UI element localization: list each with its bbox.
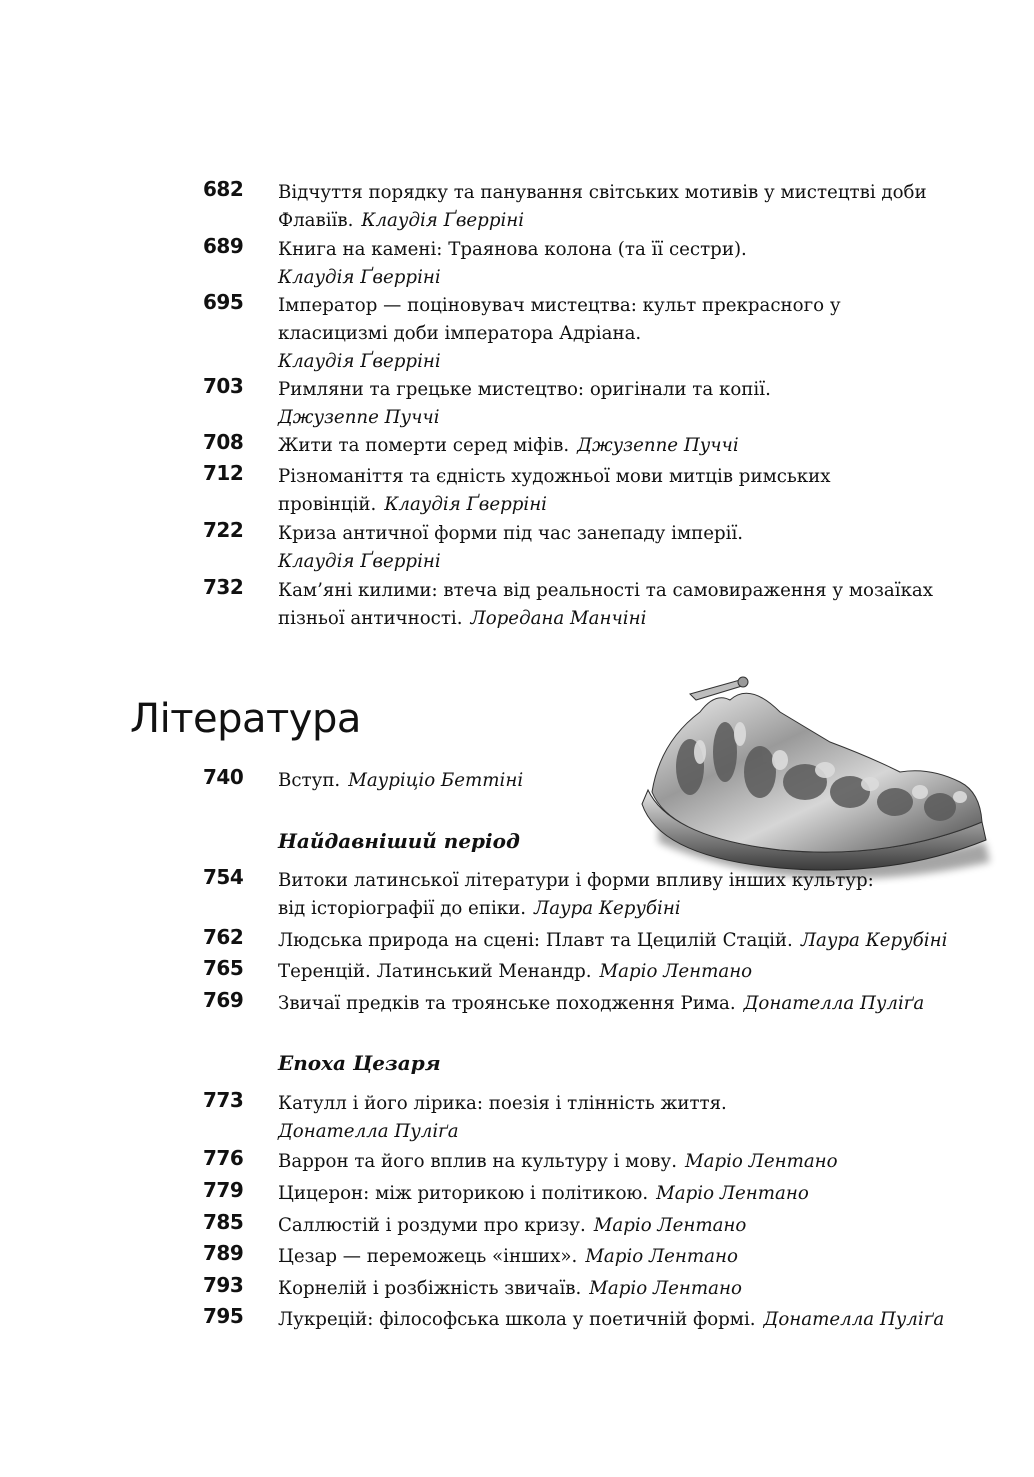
entry-author: Клаудія Ґверріні: [361, 210, 525, 231]
page-number: 789: [203, 1241, 244, 1265]
page-number: 793: [203, 1273, 244, 1297]
page-number: 785: [203, 1210, 244, 1234]
entry-title-line: Витоки латинської літератури і форми впливу інших культур:: [278, 870, 874, 891]
entry-title-line: Катулл і його лірика: поезія і тлінність життя.: [278, 1093, 727, 1114]
entry-text: [278, 767, 958, 795]
entry-title-line: Теренцій. Латинський Менандр.: [278, 961, 592, 982]
entry-title-line: Римляни та грецьке мистецтво: оригінали та копії.: [278, 379, 771, 400]
entry-text: [278, 432, 958, 460]
entry-author: Маріо Лентано: [585, 1246, 738, 1267]
entry-author: Джузеппе Пуччі: [577, 435, 739, 456]
page-number: 740: [203, 765, 244, 789]
entry-author: Маріо Лентано: [589, 1278, 742, 1299]
entry-author: Донателла Пуліґа: [763, 1309, 945, 1330]
page-number: 695: [203, 290, 244, 314]
page-number: 732: [203, 575, 244, 599]
entry-title-line: Цицерон: між риторикою і політикою.: [278, 1183, 649, 1204]
entry-title-line: Корнелій і розбіжність звичаїв.: [278, 1278, 582, 1299]
entry-text: [278, 990, 958, 1018]
entry-text: [278, 463, 958, 519]
entry-text: [278, 577, 958, 633]
entry-author: Клаудія Ґверріні: [278, 267, 441, 288]
entry-title-line: Книга на камені: Траянова колона (та її сестри).: [278, 239, 747, 260]
entry-title-line: провінцій.: [278, 494, 377, 515]
page-number: 779: [203, 1178, 244, 1202]
entry-text: [278, 927, 958, 955]
entry-author: Донателла Пуліґа: [743, 993, 925, 1014]
page-number: 712: [203, 461, 244, 485]
subsection-heading-earliest: Найдавніший період: [278, 829, 520, 853]
entry-title-line: Відчуття порядку та панування світських мотивів у мистецтві доби: [278, 182, 927, 203]
entry-author: Джузеппе Пуччі: [278, 407, 440, 428]
entry-text: [278, 1090, 958, 1146]
entry-title-line: Імператор — поціновувач мистецтва: культ прекрасного у: [278, 295, 841, 316]
page-number: 765: [203, 956, 244, 980]
entry-author: Донателла Пуліґа: [278, 1121, 459, 1142]
page-number: 708: [203, 430, 244, 454]
page-number: 703: [203, 374, 244, 398]
entry-title-line: Вступ.: [278, 770, 341, 791]
entry-text: [278, 1306, 958, 1334]
entry-author: Клаудія Ґверріні: [384, 494, 547, 515]
entry-title-line: Жити та померти серед міфів.: [278, 435, 570, 456]
entry-author: Клаудія Ґверріні: [278, 351, 441, 372]
entry-author: Мауріціо Беттіні: [348, 770, 524, 791]
entry-title-line: Флавіїв.: [278, 210, 354, 231]
page-number: 682: [203, 177, 244, 201]
subsection-heading-caesar: Епоха Цезаря: [278, 1051, 441, 1075]
entry-author: Лаура Керубіні: [800, 930, 948, 951]
entry-title-line: Лукрецій: філософська школа у поетичній формі.: [278, 1309, 756, 1330]
entry-title-line: Різноманіття та єдність художньої мови митців римських: [278, 466, 831, 487]
entry-text: [278, 1180, 958, 1208]
page-number: 754: [203, 865, 244, 889]
entry-author: Маріо Лентано: [685, 1151, 838, 1172]
entry-text: [278, 376, 958, 432]
entry-text: [278, 1212, 958, 1240]
entry-author: Маріо Лентано: [599, 961, 753, 982]
entry-text: [278, 292, 958, 376]
page-number: 689: [203, 234, 244, 258]
entry-title-line: Криза античної форми під час занепаду імперії.: [278, 523, 744, 544]
entry-title-line: Людська природа на сцені: Плавт та Цецилій Стацій.: [278, 930, 793, 951]
entry-text: [278, 520, 958, 576]
page-number: 795: [203, 1304, 244, 1328]
entry-title-line: Кам’яні килими: втеча від реальності та самовираження у мозаїках: [278, 580, 934, 601]
entry-author: Лаура Керубіні: [534, 898, 681, 919]
entry-text: [278, 867, 958, 923]
entry-text: [278, 179, 958, 235]
entry-text: [278, 236, 958, 292]
page-number: 773: [203, 1088, 244, 1112]
entry-author: Маріо Лентано: [593, 1215, 747, 1236]
entry-author: Лоредана Манчіні: [470, 608, 647, 629]
entry-author: Маріо Лентано: [656, 1183, 809, 1204]
page-number: 776: [203, 1146, 244, 1170]
entry-text: [278, 958, 958, 986]
section-title: Література: [130, 696, 361, 742]
entry-title-line: Саллюстій і роздуми про кризу.: [278, 1215, 586, 1236]
entry-title-line: Варрон та його вплив на культуру і мову.: [278, 1151, 677, 1172]
entry-title-line: класицизмі доби імператора Адріана.: [278, 323, 642, 344]
entry-author: Клаудія Ґверріні: [278, 551, 441, 572]
page-number: 722: [203, 518, 244, 542]
page-number: 769: [203, 988, 244, 1012]
entry-title-line: Цезар — переможець «інших».: [278, 1246, 578, 1267]
entry-text: [278, 1243, 958, 1271]
page-number: 762: [203, 925, 244, 949]
entry-title-line: Звичаї предків та троянське походження Рима.: [278, 993, 736, 1014]
entry-text: [278, 1148, 958, 1176]
entry-title-line: від історіографії до епіки.: [278, 898, 527, 919]
entry-title-line: пізньої античності.: [278, 608, 463, 629]
entry-text: [278, 1275, 958, 1303]
